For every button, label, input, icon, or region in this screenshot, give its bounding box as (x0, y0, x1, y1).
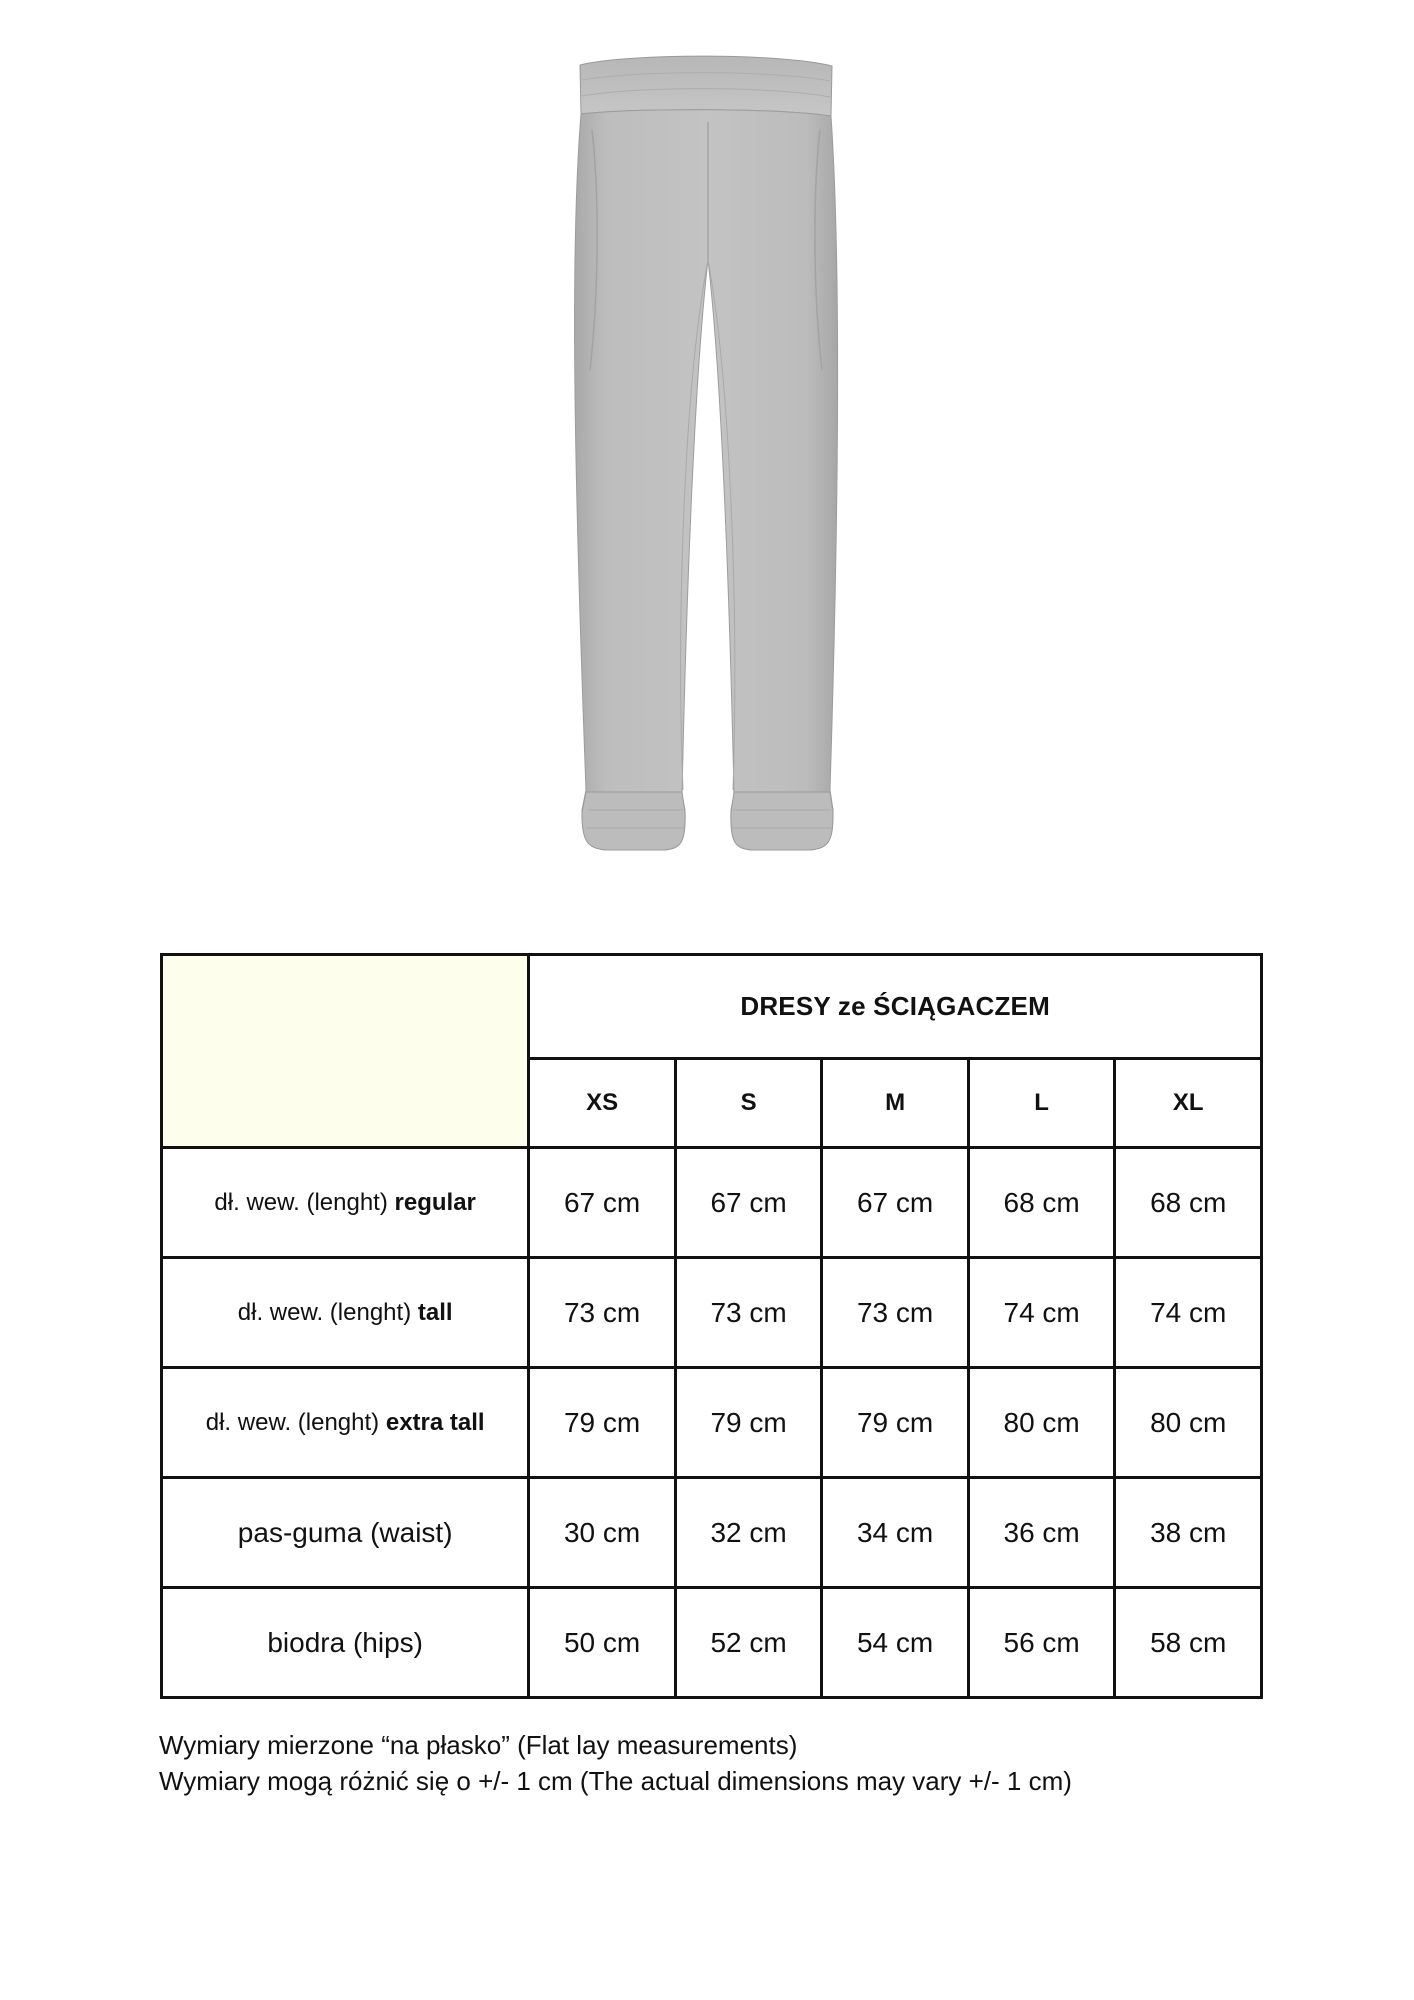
value-cell: 52 cm (675, 1588, 822, 1698)
row-label-bold: extra tall (385, 1408, 485, 1436)
value-cell: 74 cm (968, 1258, 1115, 1368)
value-cell: 74 cm (1115, 1258, 1262, 1368)
row-label-length-tall (162, 1258, 529, 1368)
value-cell: 30 cm (529, 1478, 676, 1588)
corner-cell (162, 955, 529, 1148)
table-title: DRESY ze ŚCIĄGACZEM (529, 955, 1262, 1059)
row-label-prefix: dł. wew. (lenght) (214, 1188, 395, 1216)
value-cell: 79 cm (529, 1368, 676, 1478)
size-header-m: M (822, 1059, 969, 1148)
table-row (162, 1368, 1262, 1478)
value-cell: 80 cm (968, 1368, 1115, 1478)
value-cell: 67 cm (675, 1148, 822, 1258)
size-header-s: S (675, 1059, 822, 1148)
row-label-length-extra-tall (162, 1368, 529, 1478)
grey-sweatpants-image (540, 50, 870, 860)
value-cell: 73 cm (675, 1258, 822, 1368)
value-cell: 73 cm (822, 1258, 969, 1368)
value-cell: 54 cm (822, 1588, 969, 1698)
value-cell: 73 cm (529, 1258, 676, 1368)
row-label-prefix: dł. wew. (lenght) (205, 1408, 386, 1436)
row-label-waist: pas-guma (waist) (162, 1478, 529, 1588)
note-flat-lay: Wymiary mierzone “na płasko” (Flat lay measurements) (159, 1730, 798, 1760)
row-label-hips: biodra (hips) (162, 1588, 529, 1698)
note-tolerance: Wymiary mogą różnić się o +/- 1 cm (The actual dimensions may vary +/- 1 cm) (159, 1766, 1072, 1796)
size-header-l: L (968, 1059, 1115, 1148)
value-cell: 80 cm (1115, 1368, 1262, 1478)
size-header-xl: XL (1115, 1059, 1262, 1148)
value-cell: 79 cm (675, 1368, 822, 1478)
value-cell: 68 cm (968, 1148, 1115, 1258)
table-title-row (162, 955, 1262, 1059)
value-cell: 34 cm (822, 1478, 969, 1588)
table-row (162, 1478, 1262, 1588)
value-cell: 79 cm (822, 1368, 969, 1478)
row-label-length-regular (162, 1148, 529, 1258)
table-row (162, 1588, 1262, 1698)
measurement-notes (159, 1727, 1072, 1799)
size-header-xs: XS (529, 1059, 676, 1148)
table-row (162, 1258, 1262, 1368)
value-cell: 67 cm (529, 1148, 676, 1258)
value-cell: 36 cm (968, 1478, 1115, 1588)
value-cell: 68 cm (1115, 1148, 1262, 1258)
row-label-bold: tall (417, 1298, 453, 1326)
table-row (162, 1148, 1262, 1258)
size-table (160, 953, 1263, 1699)
value-cell: 32 cm (675, 1478, 822, 1588)
value-cell: 67 cm (822, 1148, 969, 1258)
value-cell: 38 cm (1115, 1478, 1262, 1588)
value-cell: 58 cm (1115, 1588, 1262, 1698)
value-cell: 56 cm (968, 1588, 1115, 1698)
row-label-bold: regular (394, 1188, 476, 1216)
row-label-prefix: dł. wew. (lenght) (237, 1298, 418, 1326)
value-cell: 50 cm (529, 1588, 676, 1698)
